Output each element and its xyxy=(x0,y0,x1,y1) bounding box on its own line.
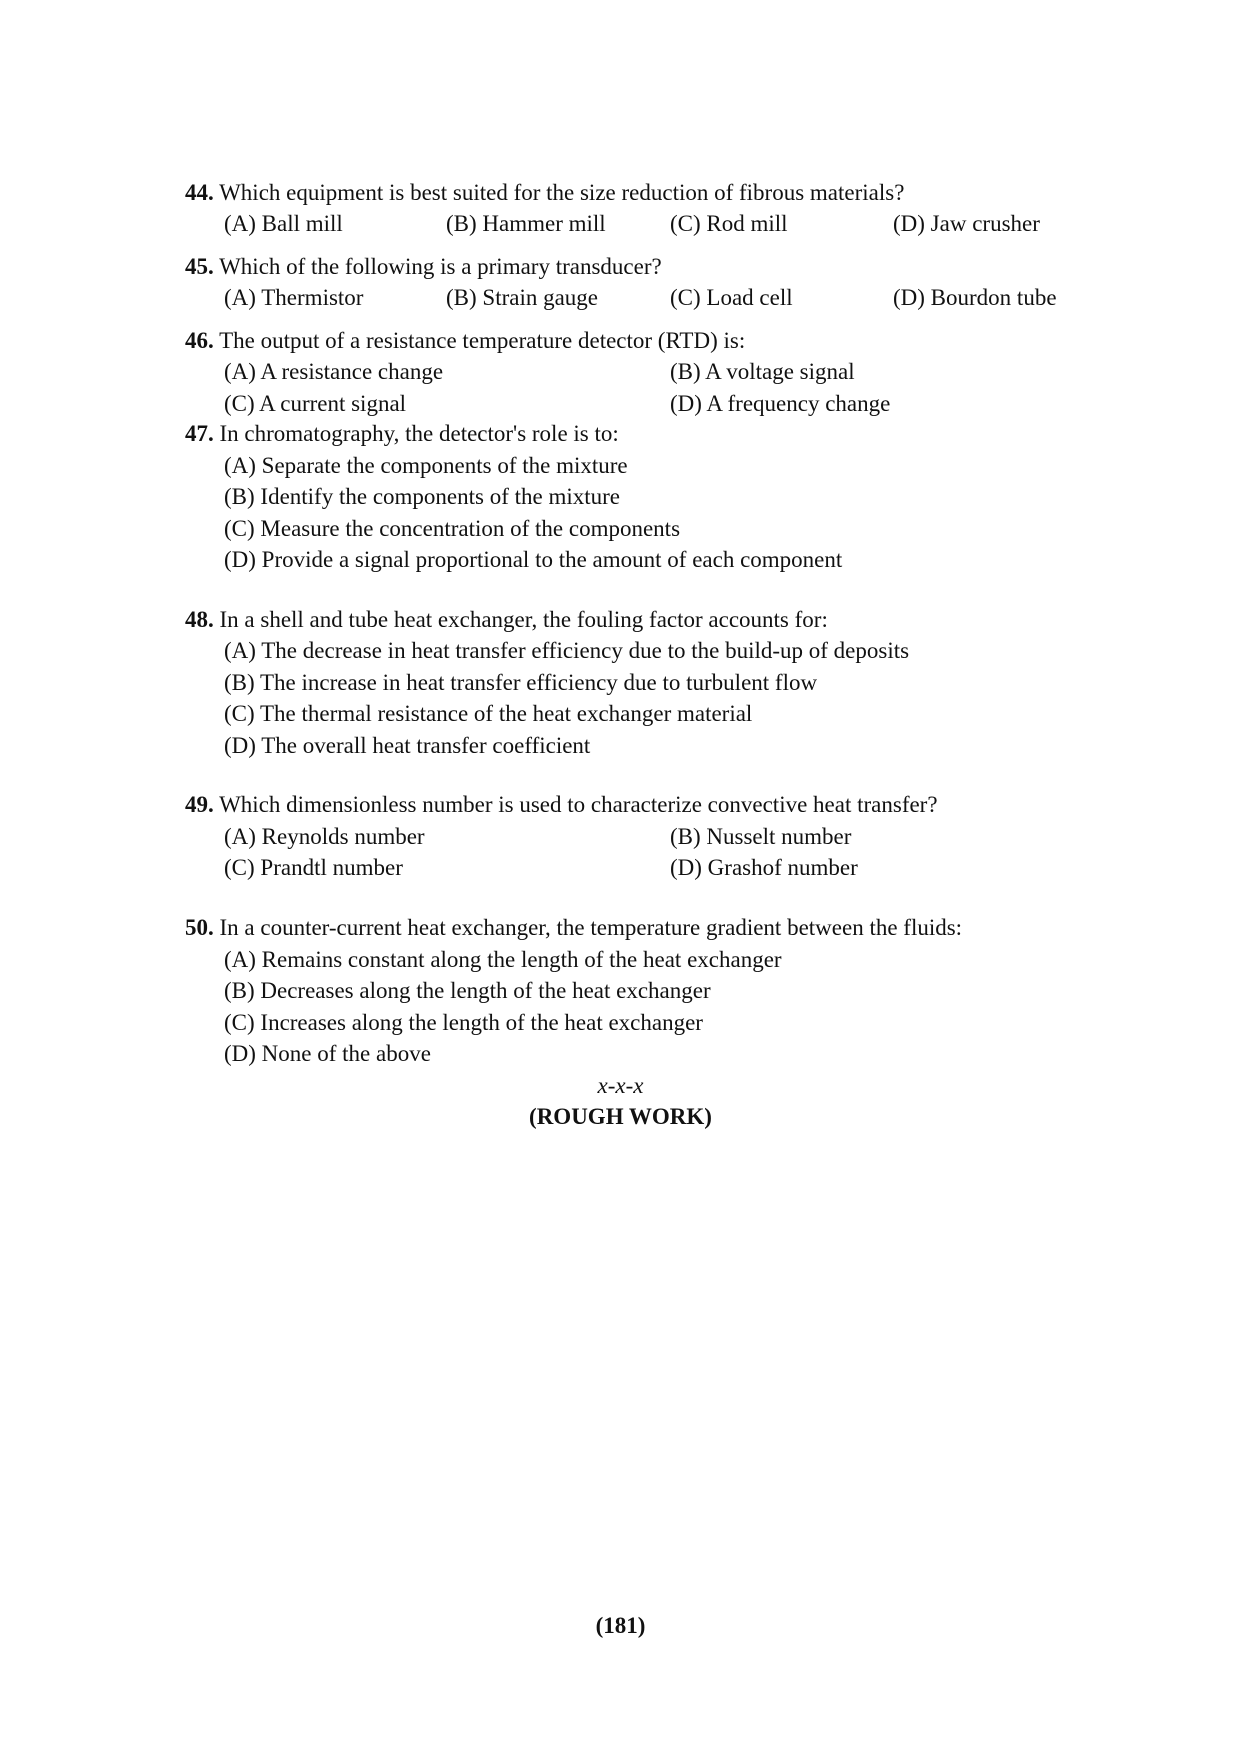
option-b: (B) Identify the components of the mixture xyxy=(224,484,621,509)
option-b: (B) Strain gauge xyxy=(446,285,599,310)
option-a: (A) A resistance change xyxy=(224,359,444,384)
option-d: (D) The overall heat transfer coefficient xyxy=(224,733,591,758)
option-c: (C) Rod mill xyxy=(670,211,788,236)
option-c: (C) A current signal xyxy=(224,391,407,416)
option-b: (B) Hammer mill xyxy=(446,211,606,236)
question-number: 44. xyxy=(185,180,214,205)
question-number: 48. xyxy=(185,607,214,632)
question-text: In a counter-current heat exchanger, the temperature gradient between the fluids: xyxy=(219,915,963,940)
question-50 xyxy=(185,912,962,944)
question-46 xyxy=(185,325,745,357)
option-a: (A) Separate the components of the mixture xyxy=(224,453,628,478)
question-45 xyxy=(185,251,662,283)
question-44 xyxy=(185,177,904,209)
option-c: (C) Measure the concentration of the components xyxy=(224,516,681,541)
question-text: In a shell and tube heat exchanger, the fouling factor accounts for: xyxy=(219,607,828,632)
option-b: (B) Decreases along the length of the heat exchanger xyxy=(224,978,711,1003)
rough-work-heading: (ROUGH WORK) xyxy=(529,1104,712,1129)
option-b: (B) The increase in heat transfer efficiency due to turbulent flow xyxy=(224,670,818,695)
option-c: (C) Increases along the length of the heat exchanger xyxy=(224,1010,703,1035)
question-47 xyxy=(185,418,619,450)
option-c: (C) Prandtl number xyxy=(224,855,403,880)
question-number: 49. xyxy=(185,792,214,817)
option-d: (D) A frequency change xyxy=(670,391,891,416)
option-a: (A) Thermistor xyxy=(224,285,364,310)
question-text: In chromatography, the detector's role is to: xyxy=(219,421,619,446)
option-a: (A) Ball mill xyxy=(224,211,343,236)
option-b: (B) A voltage signal xyxy=(670,359,855,384)
option-a: (A) Reynolds number xyxy=(224,824,425,849)
end-separator: x-x-x xyxy=(597,1073,644,1098)
question-48 xyxy=(185,604,828,636)
option-d: (D) None of the above xyxy=(224,1041,431,1066)
option-d: (D) Grashof number xyxy=(670,855,858,880)
question-number: 47. xyxy=(185,421,214,446)
question-number: 50. xyxy=(185,915,214,940)
question-text: Which of the following is a primary transducer? xyxy=(219,254,662,279)
option-d: (D) Jaw crusher xyxy=(893,211,1040,236)
option-c: (C) Load cell xyxy=(670,285,793,310)
option-a: (A) Remains constant along the length of the heat exchanger xyxy=(224,947,782,972)
question-text: Which dimensionless number is used to characterize convective heat transfer? xyxy=(219,792,938,817)
page-number: (181) xyxy=(595,1613,646,1638)
question-number: 45. xyxy=(185,254,214,279)
question-text: The output of a resistance temperature detector (RTD) is: xyxy=(219,328,746,353)
question-number: 46. xyxy=(185,328,214,353)
question-text: Which equipment is best suited for the size reduction of fibrous materials? xyxy=(219,180,905,205)
question-49 xyxy=(185,789,938,821)
option-b: (B) Nusselt number xyxy=(670,824,852,849)
option-a: (A) The decrease in heat transfer efficiency due to the build-up of deposits xyxy=(224,638,910,663)
option-d: (D) Bourdon tube xyxy=(893,285,1057,310)
option-d: (D) Provide a signal proportional to the amount of each component xyxy=(224,547,843,572)
option-c: (C) The thermal resistance of the heat exchanger material xyxy=(224,701,753,726)
